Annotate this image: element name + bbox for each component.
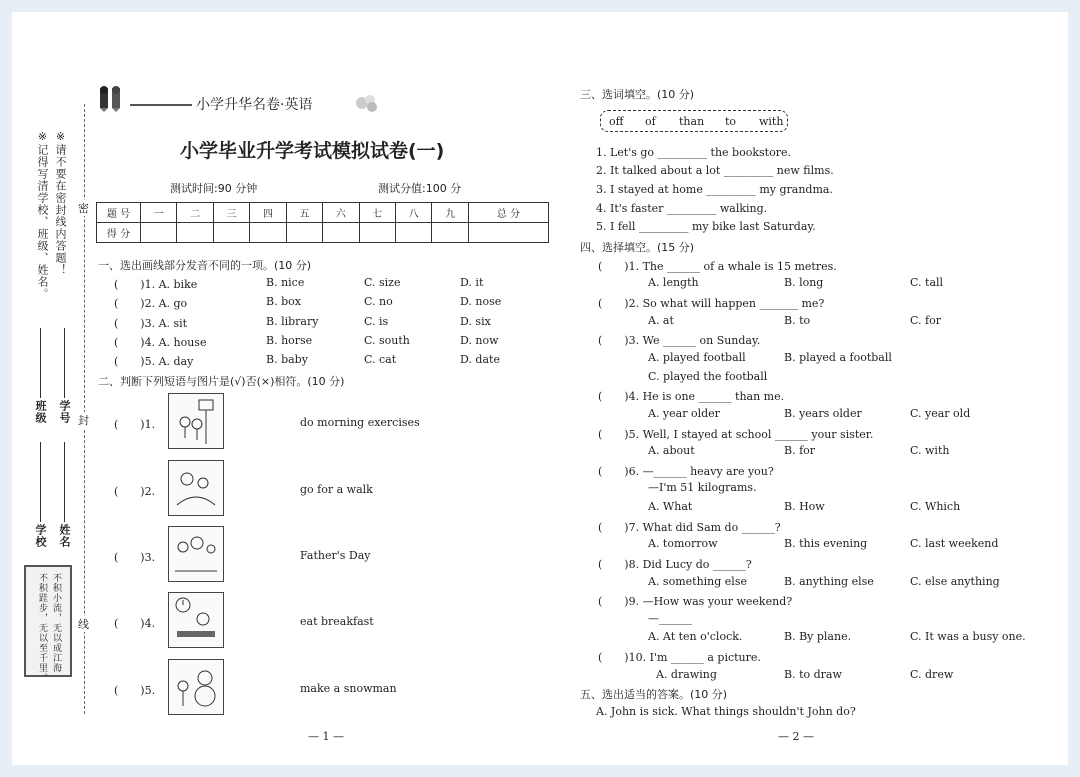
- phonics-question: ( )2. A. go: [114, 297, 188, 310]
- score-input-cell[interactable]: [213, 223, 249, 243]
- exercise-picture: [168, 393, 224, 449]
- score-header-cell: 八: [395, 203, 431, 223]
- phonics-question: ( )1. A. bike: [114, 278, 198, 291]
- score-input-cell[interactable]: [323, 223, 359, 243]
- score-header-cell: 四: [250, 203, 286, 223]
- phonics-question: ( )3. A. sit: [114, 317, 188, 330]
- choice-option: C. It was a busy one.: [910, 630, 1026, 643]
- choice-question: ( )10. I'm ______ a picture.: [598, 651, 761, 664]
- choice-option: C. drew: [910, 668, 954, 681]
- choice-option: A. at: [648, 314, 674, 327]
- fill-question: 5. I fell _________ my bike last Saturday.: [596, 220, 816, 233]
- field-line: [64, 328, 65, 398]
- choice-option: C. with: [910, 444, 950, 457]
- field-class-label: 班级: [34, 400, 47, 424]
- section5-title: 五、选出适当的答案。(10 分): [580, 688, 728, 701]
- choice-option: B. this evening: [784, 537, 868, 550]
- score-header-cell: 七: [359, 203, 395, 223]
- choice-option: B. for: [784, 444, 816, 457]
- fill-reminder: ※记得写清学校、班级、姓名。: [36, 130, 49, 300]
- phonics-option: C. size: [364, 276, 401, 289]
- exam-title: 小学毕业升学考试模拟试卷(一): [180, 140, 445, 162]
- phonics-option: C. cat: [364, 353, 397, 366]
- series-title: 小学升华名卷·英语: [196, 97, 313, 113]
- seal-char: 封: [78, 414, 89, 427]
- choice-option: A. something else: [648, 575, 747, 588]
- choice-option: C. tall: [910, 276, 944, 289]
- word-option: to: [725, 115, 737, 128]
- exam-time: 测试时间:90 分钟: [170, 182, 258, 195]
- walk-picture: [168, 460, 224, 516]
- choice-answer-line: —I'm 51 kilograms.: [648, 481, 757, 494]
- choice-option: C. played the football: [648, 370, 768, 383]
- choice-question: ( )8. Did Lucy do ______?: [598, 558, 752, 571]
- score-header-row: [97, 203, 549, 223]
- judge-number: ( )1.: [114, 418, 156, 431]
- choice-question: ( )9. —How was your weekend?: [598, 595, 793, 608]
- field-line: [40, 328, 41, 398]
- choice-option: C. year old: [910, 407, 971, 420]
- clock-icon: [169, 593, 223, 647]
- judge-phrase: do morning exercises: [300, 416, 420, 429]
- phonics-question: ( )4. A. house: [114, 336, 207, 349]
- basketball-icon: [169, 394, 223, 448]
- choice-option: C. for: [910, 314, 941, 327]
- seal-char: 密: [78, 202, 89, 215]
- score-header-cell: 六: [323, 203, 359, 223]
- choice-option: A. At ten o'clock.: [648, 630, 743, 643]
- section5-first-question: A. John is sick. What things shouldn't John do?: [596, 705, 856, 718]
- seal-char: 线: [78, 618, 89, 631]
- choice-option: C. Which: [910, 500, 961, 513]
- section2-title: 二、判断下列短语与图片是(√)否(×)相符。(10 分): [98, 375, 345, 388]
- snowman-picture: [168, 659, 224, 715]
- family-icon: [169, 527, 223, 581]
- choice-question: ( )7. What did Sam do ______?: [598, 521, 781, 534]
- field-line: [64, 442, 65, 522]
- score-input-cell[interactable]: [250, 223, 286, 243]
- phonics-option: C. is: [364, 315, 389, 328]
- choice-option: A. tomorrow: [648, 537, 718, 550]
- choice-option: B. long: [784, 276, 824, 289]
- phonics-option: D. nose: [460, 295, 502, 308]
- judge-phrase: eat breakfast: [300, 615, 374, 628]
- choice-option: B. played a football: [784, 351, 892, 364]
- word-option: of: [645, 115, 656, 128]
- exam-score: 测试分值:100 分: [378, 182, 462, 195]
- score-input-cell[interactable]: [468, 223, 548, 243]
- choice-option: C. else anything: [910, 575, 1000, 588]
- field-name-label: 姓名: [58, 524, 71, 548]
- choice-option: B. How: [784, 500, 825, 513]
- phonics-option: C. south: [364, 334, 410, 347]
- word-bank: [600, 110, 788, 132]
- score-input-cell[interactable]: [395, 223, 431, 243]
- pencil-logo-icon: [96, 84, 130, 112]
- motto-box: [24, 565, 72, 683]
- phonics-option: D. now: [460, 334, 499, 347]
- judge-number: ( )4.: [114, 617, 156, 630]
- fill-question: 2. It talked about a lot _________ new films.: [596, 164, 834, 177]
- judge-phrase: Father's Day: [300, 549, 371, 562]
- section1-title: 一、选出画线部分发音不同的一项。(10 分): [98, 259, 312, 272]
- section4-title: 四、选择填空。(15 分): [580, 241, 695, 254]
- choice-option: C. last weekend: [910, 537, 999, 550]
- seal-notice: ※请不要在密封线内答题！: [54, 130, 67, 276]
- page-number: — 2 —: [778, 730, 814, 743]
- field-number-label: 学号: [58, 400, 71, 424]
- family-picture: [168, 526, 224, 582]
- score-input-cell[interactable]: [141, 223, 177, 243]
- header-rule: [130, 104, 192, 106]
- choice-option: A. What: [648, 500, 693, 513]
- score-input-cell[interactable]: [432, 223, 468, 243]
- phonics-option: B. horse: [266, 334, 313, 347]
- score-input-cell[interactable]: [177, 223, 213, 243]
- exam-sheet: [12, 12, 1068, 765]
- phonics-option: D. date: [460, 353, 500, 366]
- choice-option: A. length: [648, 276, 699, 289]
- choice-answer-line: —______: [648, 612, 692, 625]
- fill-question: 1. Let's go _________ the bookstore.: [596, 146, 791, 159]
- score-table: [96, 202, 549, 243]
- flower-decoration-icon: [352, 92, 382, 114]
- judge-number: ( )2.: [114, 485, 156, 498]
- choice-option: A. played football: [648, 351, 746, 364]
- choice-option: B. years older: [784, 407, 862, 420]
- choice-option: A. about: [648, 444, 695, 457]
- score-header-cell: 三: [213, 203, 249, 223]
- fill-question: 3. I stayed at home _________ my grandma.: [596, 183, 833, 196]
- score-value-row: [97, 223, 549, 243]
- choice-option: B. By plane.: [784, 630, 852, 643]
- score-input-cell[interactable]: [359, 223, 395, 243]
- breakfast-picture: [168, 592, 224, 648]
- score-header-cell: 九: [432, 203, 468, 223]
- choice-option: B. to: [784, 314, 811, 327]
- phonics-option: D. it: [460, 276, 484, 289]
- choice-question: ( )6. —______ heavy are you?: [598, 465, 774, 478]
- phonics-option: B. baby: [266, 353, 308, 366]
- choice-option: B. to draw: [784, 668, 842, 681]
- choice-question: ( )4. He is one ______ than me.: [598, 390, 785, 403]
- people-walking-icon: [169, 461, 223, 515]
- judge-number: ( )3.: [114, 551, 156, 564]
- score-header-cell: 题 号: [97, 203, 141, 223]
- section3-title: 三、选词填空。(10 分): [580, 88, 695, 101]
- choice-option: B. anything else: [784, 575, 874, 588]
- score-row-label: 得 分: [97, 223, 141, 243]
- phonics-option: B. nice: [266, 276, 305, 289]
- score-input-cell[interactable]: [286, 223, 322, 243]
- motto-line: 不积小流，无以成江海: [51, 573, 61, 673]
- word-option: with: [759, 115, 784, 128]
- score-header-cell: 一: [141, 203, 177, 223]
- fill-question: 4. It's faster _________ walking.: [596, 202, 768, 215]
- page-number: — 1 —: [308, 730, 344, 743]
- judge-phrase: go for a walk: [300, 483, 373, 496]
- word-option: off: [609, 115, 624, 128]
- score-header-cell: 二: [177, 203, 213, 223]
- motto-line: 不积跬步，无以至千里。: [37, 573, 47, 683]
- score-header-cell: 总 分: [468, 203, 548, 223]
- choice-question: ( )5. Well, I stayed at school ______ your sister.: [598, 428, 874, 441]
- choice-question: ( )3. We ______ on Sunday.: [598, 334, 761, 347]
- phonics-option: D. six: [460, 315, 491, 328]
- phonics-question: ( )5. A. day: [114, 355, 194, 368]
- choice-question: ( )2. So what will happen _______ me?: [598, 297, 825, 310]
- score-header-cell: 五: [286, 203, 322, 223]
- field-school-label: 学校: [34, 524, 47, 548]
- choice-question: ( )1. The ______ of a whale is 15 metres.: [598, 260, 837, 273]
- phonics-option: B. box: [266, 295, 301, 308]
- field-line: [40, 442, 41, 522]
- snowman-icon: [169, 660, 223, 714]
- choice-option: A. drawing: [656, 668, 717, 681]
- choice-option: A. year older: [648, 407, 720, 420]
- phonics-option: B. library: [266, 315, 319, 328]
- judge-number: ( )5.: [114, 684, 156, 697]
- judge-phrase: make a snowman: [300, 682, 397, 695]
- word-option: than: [679, 115, 705, 128]
- phonics-option: C. no: [364, 295, 393, 308]
